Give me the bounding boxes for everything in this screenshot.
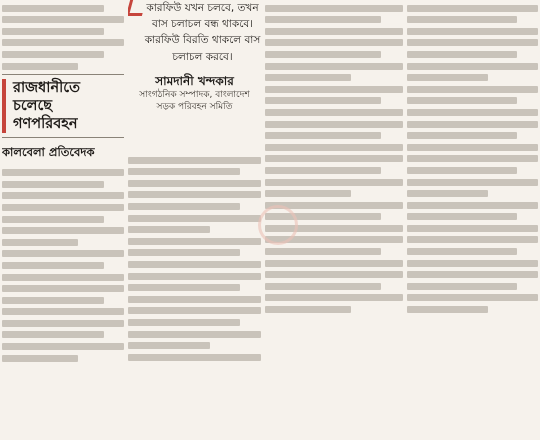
text-line-unreadable: [265, 39, 403, 46]
text-line-unreadable: [2, 39, 124, 46]
text-line-unreadable: [128, 307, 261, 314]
text-line-unreadable: [128, 284, 240, 291]
text-line-unreadable: [128, 226, 210, 233]
text-line-unreadable: [128, 261, 261, 268]
text-line-unreadable: [128, 319, 240, 326]
column-1: [2, 0, 124, 440]
text-line-unreadable: [265, 28, 403, 35]
author-role: সড়ক পরিবহন সমিতি: [156, 101, 233, 112]
text-line-unreadable: [407, 144, 538, 151]
text-line-unreadable: [407, 248, 517, 255]
author-name: সামদানী খন্দকার: [155, 73, 234, 88]
body-text: [2, 169, 124, 362]
text-line-unreadable: [407, 306, 488, 313]
column-2: [128, 0, 261, 440]
text-line-unreadable: [265, 179, 403, 186]
quote-author: [128, 73, 261, 113]
quote-line: বাস চলাচল বন্ধ থাকবে।: [151, 18, 254, 31]
text-line-unreadable: [407, 109, 538, 116]
author-role: সাংগঠনিক সম্পাদক, বাংলাদেশ: [139, 89, 250, 100]
text-line-unreadable: [128, 296, 261, 303]
text-line-unreadable: [128, 354, 261, 361]
text-line-unreadable: [2, 274, 124, 281]
text-line-unreadable: [2, 181, 104, 188]
text-line-unreadable: [128, 249, 240, 256]
text-line-unreadable: [265, 260, 403, 267]
text-line-unreadable: [265, 5, 403, 12]
text-line-unreadable: [265, 97, 381, 104]
text-line-unreadable: [2, 343, 124, 350]
text-line-unreadable: [407, 167, 517, 174]
text-line-unreadable: [2, 262, 104, 269]
text-line-unreadable: [265, 51, 381, 58]
byline: কালবেলা প্রতিবেদক: [2, 145, 95, 160]
text-line-unreadable: [407, 225, 538, 232]
quote-text: [144, 0, 261, 65]
text-line-unreadable: [128, 203, 240, 210]
text-line-unreadable: [2, 169, 124, 176]
text-line-unreadable: [128, 215, 261, 222]
text-line-unreadable: [407, 28, 538, 35]
divider: [2, 74, 124, 75]
text-line-unreadable: [407, 86, 538, 93]
text-line-unreadable: [265, 190, 351, 197]
text-line-unreadable: [407, 74, 488, 81]
headline: [2, 79, 124, 133]
text-line-unreadable: [407, 202, 538, 209]
text-line-unreadable: [265, 74, 351, 81]
text-line-unreadable: [265, 283, 381, 290]
text-line-unreadable: [265, 248, 381, 255]
body-text: [265, 5, 403, 313]
text-line-unreadable: [128, 273, 261, 280]
pull-quote: [128, 0, 261, 113]
text-line-unreadable: [265, 144, 403, 151]
text-line-unreadable: [407, 51, 517, 58]
text-line-unreadable: [2, 216, 104, 223]
text-line-unreadable: [407, 97, 517, 104]
text-line-unreadable: [407, 132, 517, 139]
text-line-unreadable: [265, 121, 403, 128]
quote-line: চলাচল করবে।: [172, 50, 233, 63]
text-line-unreadable: [265, 63, 403, 70]
text-line-unreadable: [407, 5, 538, 12]
text-line-unreadable: [128, 191, 261, 198]
column-4: [407, 0, 538, 440]
text-line-unreadable: [407, 283, 517, 290]
text-line-unreadable: [407, 271, 538, 278]
text-line-unreadable: [2, 51, 104, 58]
text-line-unreadable: [128, 168, 240, 175]
text-line-unreadable: [265, 167, 381, 174]
text-line-unreadable: [2, 331, 104, 338]
text-line-unreadable: [2, 355, 78, 362]
text-line-unreadable: [265, 306, 351, 313]
text-line-unreadable: [128, 342, 210, 349]
text-line-unreadable: [2, 320, 124, 327]
text-line-unreadable: [2, 250, 124, 257]
text-line-unreadable: [407, 179, 538, 186]
text-line-unreadable: [407, 121, 538, 128]
text-line-unreadable: [2, 297, 104, 304]
quote-line: কারফিউ বিরতি থাকলে বাস: [144, 34, 261, 47]
text-line-unreadable: [2, 227, 124, 234]
headline-line: রাজধানীতে চলেছে: [13, 80, 80, 115]
text-line-unreadable: [265, 271, 403, 278]
text-line-unreadable: [128, 331, 261, 338]
text-line-unreadable: [128, 238, 261, 245]
text-line-unreadable: [265, 86, 403, 93]
text-line-unreadable: [265, 16, 381, 23]
divider: [2, 137, 124, 138]
text-line-unreadable: [128, 157, 261, 164]
text-line-unreadable: [265, 155, 403, 162]
quote-line: কারফিউ যখন চলবে, তখন: [146, 2, 259, 14]
circular-logo-watermark-icon: [258, 205, 298, 245]
text-line-unreadable: [407, 236, 538, 243]
text-line-unreadable: [265, 294, 403, 301]
text-line-unreadable: [407, 155, 538, 162]
text-line-unreadable: [2, 63, 78, 70]
body-text: [128, 152, 261, 365]
text-line-unreadable: [2, 239, 78, 246]
text-line-unreadable: [407, 260, 538, 267]
text-line-unreadable: [2, 192, 124, 199]
text-line-unreadable: [2, 308, 124, 315]
text-line-unreadable: [2, 28, 104, 35]
text-line-unreadable: [128, 180, 261, 187]
text-line-unreadable: [407, 190, 488, 197]
body-text: [407, 5, 538, 313]
text-line-unreadable: [407, 16, 517, 23]
text-line-unreadable: [407, 213, 517, 220]
text-line-unreadable: [407, 294, 538, 301]
text-line-unreadable: [265, 109, 403, 116]
headline-line: গণপরিবহন: [13, 116, 78, 133]
text-line-unreadable: [407, 39, 538, 46]
text-line-unreadable: [2, 204, 124, 211]
text-line-unreadable: [2, 5, 104, 12]
text-line-unreadable: [2, 285, 124, 292]
text-line-unreadable: [407, 63, 538, 70]
text-line-unreadable: [265, 132, 381, 139]
text-line-unreadable: [2, 16, 124, 23]
